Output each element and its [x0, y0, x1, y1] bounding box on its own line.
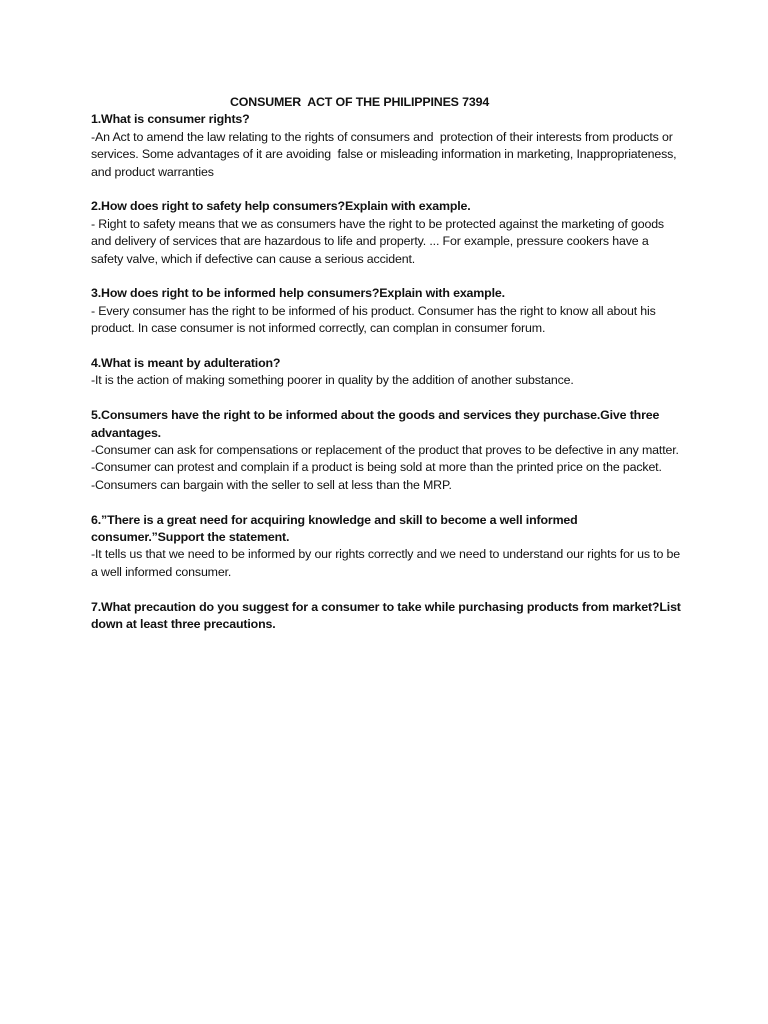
answer-1: -An Act to amend the law relating to the rights of consumers and protection of their interests from products or services. Some advantages of it are avoiding false or misleading information in marketing, Inappropriateness, and product warranties: [91, 129, 680, 179]
document-body: [91, 94, 685, 634]
section-3: [91, 285, 681, 337]
answer-5b: -Consumer can protest and complain if a product is being sold at more than the printed price on the packet.: [91, 460, 662, 475]
paragraph-gap: [91, 581, 681, 598]
answer-3: - Every consumer has the right to be informed of his product. Consumer has the right to know all about his product. In case consumer is not informed correctly, can complan in consumer forum.: [91, 303, 659, 336]
answer-2: - Right to safety means that we as consumers have the right to be protected against the marketing of goods and delivery of services that are hazardous to life and property. ... For example, pressure cookers have a safety valve, which if defective can cause a serious accident.: [91, 216, 668, 266]
answer-6: -It tells us that we need to be informed by our rights correctly and we need to understand our rights for us to be a well informed consumer.: [91, 547, 684, 579]
document-title: CONSUMER ACT OF THE PHILIPPINES 7394: [230, 95, 490, 109]
paragraph-gap: [91, 268, 681, 285]
section-4: [91, 355, 681, 390]
question-4: 4.What is meant by adulteration?: [91, 356, 281, 371]
section-5: [91, 407, 681, 494]
question-2: 2.How does right to safety help consumers?Explain with example.: [91, 199, 471, 214]
section-7: [91, 599, 685, 634]
paragraph-gap: [91, 338, 681, 355]
paragraph-gap: [91, 390, 681, 407]
question-7: 7.What precaution do you suggest for a consumer to take while purchasing products from market?List down at least three precautions.: [91, 599, 685, 632]
section-2: [91, 198, 681, 268]
paragraph-gap: [91, 494, 681, 511]
section-6: [91, 512, 684, 582]
question-1: 1.What is consumer rights?: [91, 112, 250, 127]
answer-4: -It is the action of making something poorer in quality by the addition of another substance.: [91, 373, 574, 388]
answer-5c: -Consumers can bargain with the seller to sell at less than the MRP.: [91, 477, 452, 492]
question-3: 3.How does right to be informed help consumers?Explain with example.: [91, 286, 505, 301]
question-6: 6.”There is a great need for acquiring knowledge and skill to become a well informed consumer.”Support the statement.: [91, 512, 581, 545]
answer-5a: -Consumer can ask for compensations or replacement of the product that proves to be defective in any matter.: [91, 443, 679, 458]
question-5: 5.Consumers have the right to be informed about the goods and services they purchase.Give three advantages.: [91, 408, 663, 440]
paragraph-gap: [91, 181, 681, 198]
section-1: [91, 111, 681, 181]
